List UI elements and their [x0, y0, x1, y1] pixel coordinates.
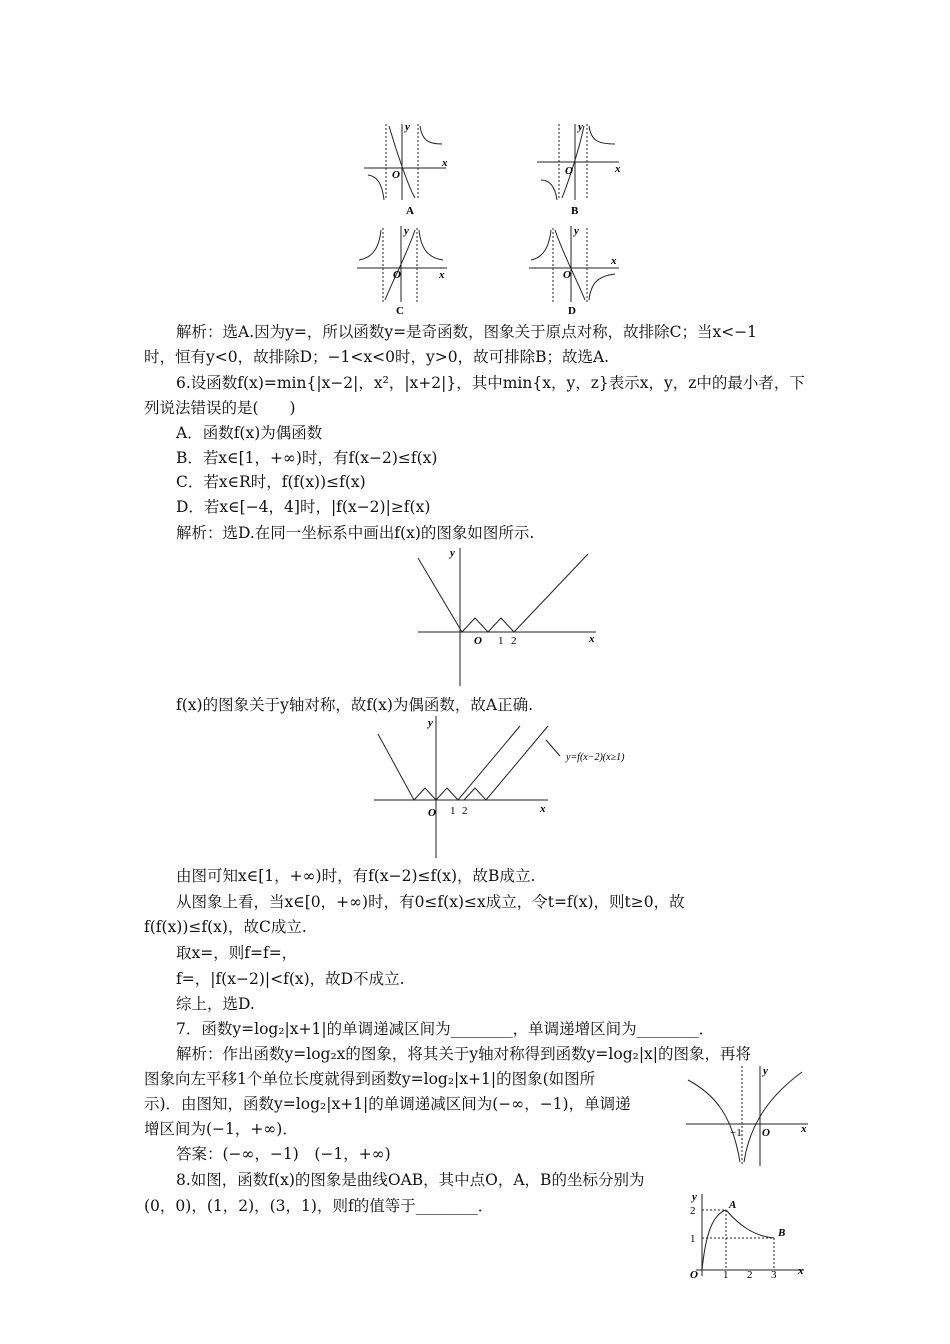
- question-6-stem: 6.设函数f(x)=min{|x−2|，x²，|x+2|}，其中min{x，y，z}表示x，y，z中的最小者，下: [176, 374, 805, 392]
- answer-line: 答案：(−∞，−1) (−1，+∞): [176, 1145, 391, 1163]
- text-line: f(x)的图象关于y轴对称，故f(x)为偶函数，故A正确.: [176, 696, 534, 714]
- tick-label: 1: [498, 635, 504, 647]
- origin-label: O: [474, 635, 482, 647]
- axis-y-label: y: [763, 1065, 768, 1077]
- point-b-label: B: [778, 1227, 786, 1239]
- origin-label: O: [393, 269, 401, 281]
- option-a-svg: [362, 120, 454, 216]
- text-line: 解析：选A.因为y=，所以函数y=是奇函数，图象关于原点对称，故排除C；当x<−1: [176, 323, 758, 341]
- option-b-svg: [535, 120, 627, 216]
- origin-label: O: [565, 165, 573, 177]
- fx-graph: [412, 544, 602, 689]
- tick-label: 2: [462, 805, 468, 817]
- curve: [420, 126, 442, 144]
- axis-y-label: y: [450, 547, 455, 559]
- text-line: 时，恒有y<0，故排除D；−1<x<0时，y>0，故可排除B；故选A.: [144, 348, 610, 366]
- fx-shift-graph-svg: [370, 712, 630, 860]
- curve: [368, 175, 384, 200]
- curve: [541, 180, 557, 200]
- log-curve: [744, 1072, 802, 1162]
- axis-x-label: x: [611, 255, 617, 267]
- curve-oa: [702, 1210, 726, 1270]
- option-a-caption: A: [406, 205, 414, 216]
- text-line: 解析：作出函数y=log₂x的图象，将其关于y轴对称得到函数y=log₂|x|的图象，再将: [176, 1045, 752, 1063]
- option-graph-d: [527, 222, 627, 318]
- log-curve: [688, 1080, 740, 1162]
- option-c-svg: [355, 222, 455, 318]
- fx-curve: [378, 726, 520, 800]
- axis-y-label: y: [405, 121, 410, 133]
- axis-x-label: x: [589, 633, 595, 645]
- option-d-caption: D: [568, 305, 576, 317]
- text-line: 由图可知x∈[1，+∞)时，有f(x−2)≤f(x)，故B成立.: [176, 867, 536, 885]
- curve: [555, 230, 585, 300]
- fx-shift-graph: [370, 712, 630, 860]
- log-graph-svg: [684, 1062, 812, 1170]
- text-line: 取x=，则f=f=，: [176, 944, 298, 962]
- curve: [419, 230, 443, 260]
- fx-graph-svg: [412, 544, 602, 689]
- axis-y-label: y: [428, 717, 433, 729]
- curve-oab-graph: [680, 1190, 810, 1280]
- axis-x-label: x: [801, 1123, 807, 1135]
- text-line: 示)．由图知，函数y=log₂|x+1|的单调递减区间为(−∞，−1)，单调递: [144, 1095, 631, 1113]
- tick-label: 1: [723, 1269, 729, 1280]
- label-leader: [546, 740, 560, 756]
- origin-label: O: [428, 807, 436, 819]
- text-line: 从图象上看，当x∈[0，+∞)时，有0≤f(x)≤x成立，令t=f(x)，则t≥0，故: [176, 893, 685, 911]
- fx-curve: [418, 554, 588, 632]
- origin-label: O: [762, 1127, 770, 1139]
- log-graph: [684, 1062, 812, 1170]
- option-b: B．若x∈[1，+∞)时，有f(x−2)≤f(x): [176, 449, 438, 467]
- text-line: 图象向左平移1个单位长度就得到函数y=log₂|x+1|的图象(如图所: [144, 1070, 596, 1088]
- tick-label: 1: [450, 805, 456, 817]
- axis-x-label: x: [615, 163, 621, 175]
- text-line: 综上，选D.: [176, 995, 255, 1013]
- option-b-caption: B: [571, 205, 579, 216]
- curve: [359, 230, 381, 260]
- curve: [589, 126, 615, 144]
- origin-label: O: [563, 269, 571, 281]
- text-line: 增区间为(−1，+∞)．: [144, 1120, 298, 1138]
- curve: [385, 230, 415, 300]
- question-7-stem: 7．函数y=log₂|x+1|的单调递减区间为________，单调递增区间为________．: [176, 1020, 715, 1038]
- text-line: (0，0)，(1，2)，(3，1)，则f的值等于________．: [144, 1197, 494, 1215]
- axis-x-label: x: [442, 157, 448, 169]
- tick-label: 1: [690, 1233, 696, 1245]
- axis-y-label: y: [692, 1191, 697, 1203]
- tick-label: 2: [747, 1269, 753, 1280]
- curve-oab-svg: [680, 1190, 810, 1280]
- option-c: C．若x∈R时，f(f(x))≤f(x): [176, 473, 366, 491]
- option-a: A．函数f(x)为偶函数: [176, 424, 323, 442]
- text-line: f=，|f(x−2)|<f(x)，故D不成立.: [176, 970, 405, 988]
- text-line: f(f(x))≤f(x)，故C成立.: [144, 918, 307, 936]
- option-graph-a: [362, 120, 454, 216]
- tick-label: 2: [511, 635, 517, 647]
- axis-x-label: x: [439, 269, 445, 281]
- text-line: 解析：选D.在同一坐标系中画出f(x)的图象如图所示.: [176, 524, 535, 542]
- question-8-stem: 8.如图，函数f(x)的图象是曲线OAB，其中点O，A，B的坐标分别为: [176, 1171, 645, 1189]
- option-graph-c: [355, 222, 455, 318]
- origin-label: O: [690, 1269, 698, 1280]
- point-a-label: A: [729, 1199, 737, 1211]
- axis-y-label: y: [404, 225, 409, 237]
- origin-label: O: [392, 169, 400, 181]
- option-d: D．若x∈[−4，4]时，|f(x−2)|≥f(x): [176, 498, 431, 516]
- option-d-svg: [527, 222, 627, 318]
- curve: [531, 230, 551, 260]
- curve-ab: [726, 1210, 774, 1238]
- option-c-caption: C: [396, 305, 404, 317]
- option-graph-b: [535, 120, 627, 216]
- text-line: 列说法错误的是( ): [144, 399, 296, 417]
- axis-y-label: y: [578, 121, 583, 133]
- shifted-curve: [464, 726, 548, 800]
- axis-y-label: y: [574, 225, 579, 237]
- axis-x-label: x: [798, 1265, 804, 1277]
- tick-label: −1: [730, 1127, 742, 1139]
- tick-label: 2: [690, 1205, 696, 1217]
- curve: [589, 274, 615, 300]
- curve-label: y=f(x−2)(x≥1): [566, 752, 625, 763]
- tick-label: 3: [771, 1269, 777, 1280]
- axis-x-label: x: [540, 803, 546, 815]
